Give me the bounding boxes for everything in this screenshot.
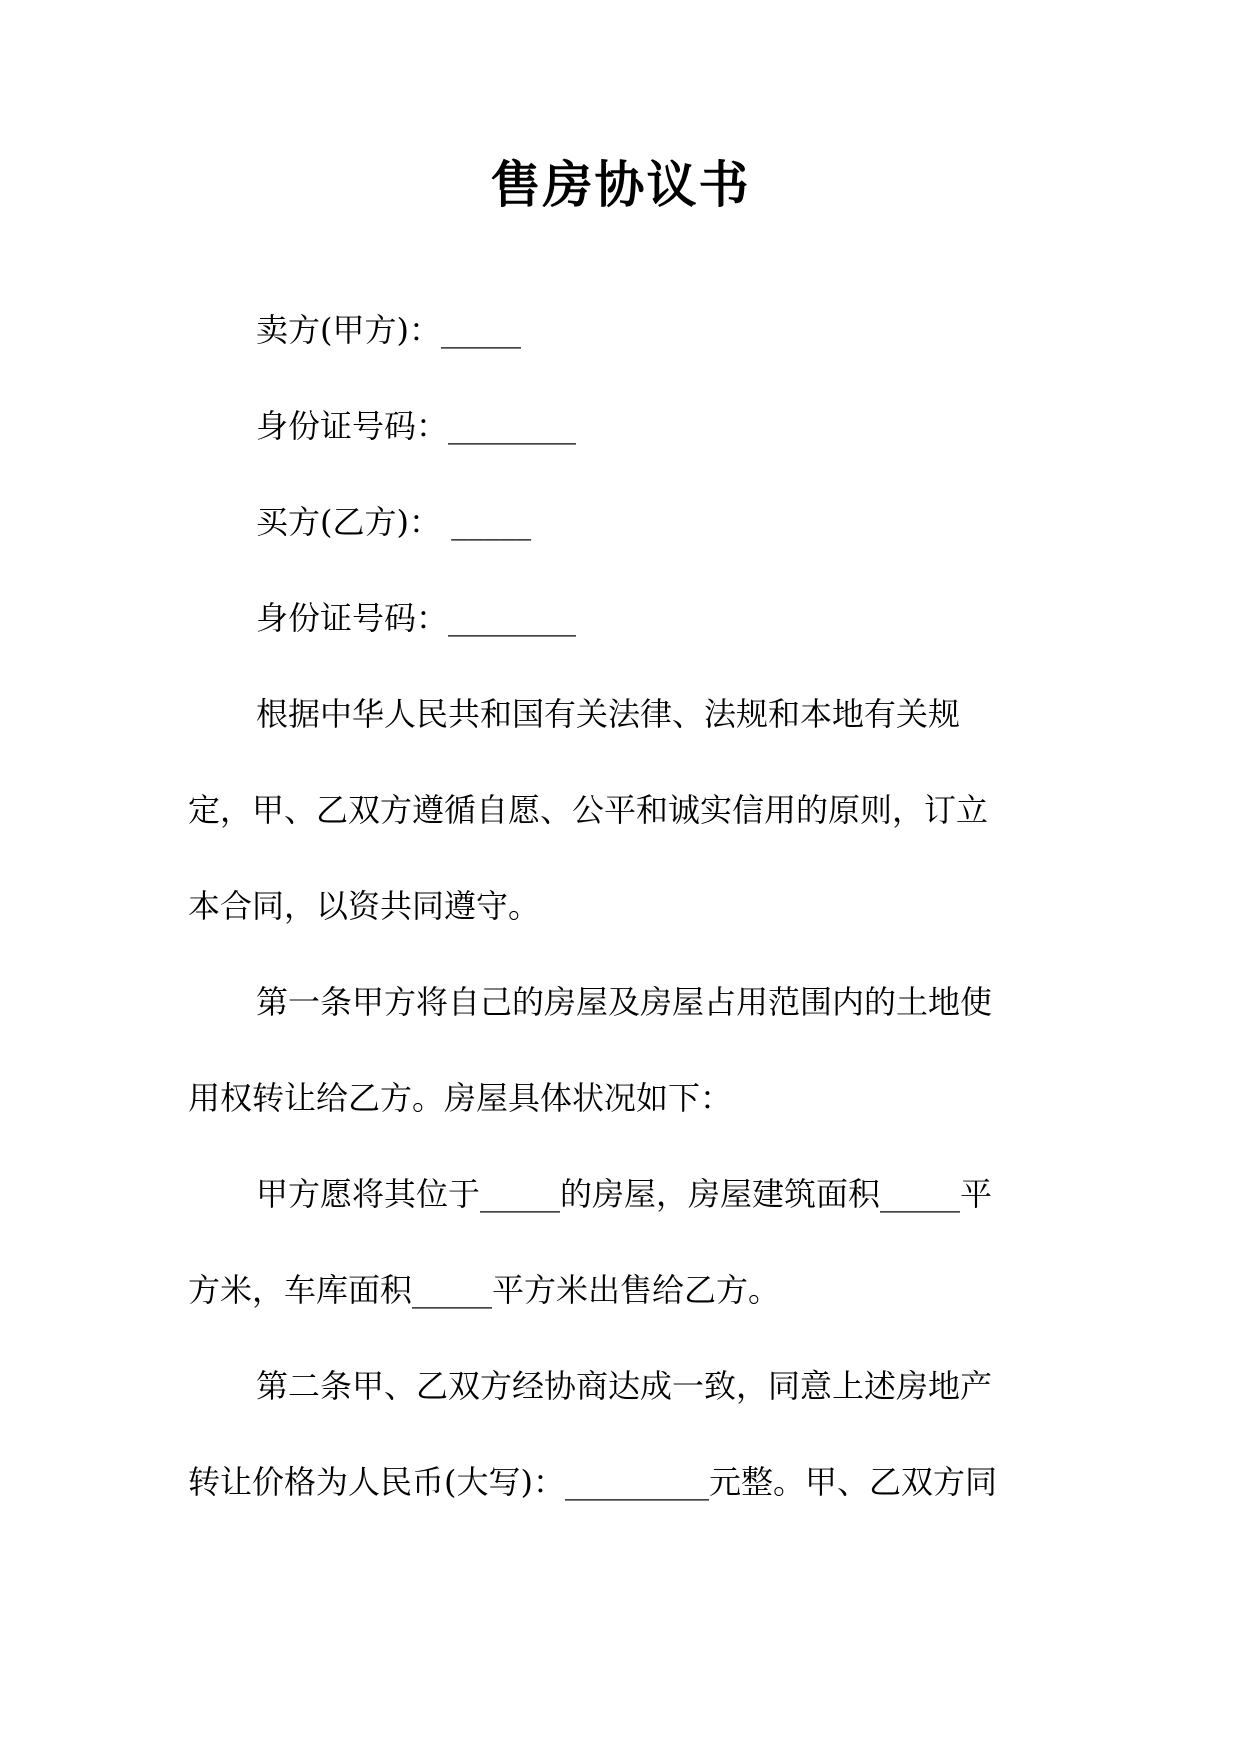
article-1-line-2: 用权转让给乙方。房屋具体状况如下： — [188, 1079, 733, 1117]
property-details-line-2: 方米，车库面积_____平方米出售给乙方。 — [188, 1271, 781, 1309]
buyer-id-line: 身份证号码：________ — [256, 599, 577, 637]
document-title: 售房协议书 — [490, 155, 751, 214]
article-2-line-1: 第二条甲、乙双方经协商达成一致，同意上述房地产 — [256, 1367, 993, 1405]
preamble-line-2: 定，甲、乙双方遵循自愿、公平和诚实信用的原则，订立 — [188, 791, 989, 829]
preamble-line-1: 根据中华人民共和国有关法律、法规和本地有关规 — [256, 695, 961, 733]
article-2-line-2: 转让价格为人民币(大写)：_________元整。甲、乙双方同 — [188, 1463, 997, 1501]
property-details-line-1: 甲方愿将其位于_____的房屋，房屋建筑面积_____平 — [256, 1175, 993, 1213]
preamble-line-3: 本合同，以资共同遵守。 — [188, 887, 541, 925]
buyer-line: 买方(乙方)： _____ — [256, 503, 532, 541]
seller-line: 卖方(甲方)：_____ — [256, 311, 521, 349]
article-1-line-1: 第一条甲方将自己的房屋及房屋占用范围内的土地使 — [256, 983, 993, 1021]
seller-id-line: 身份证号码：________ — [256, 407, 577, 445]
